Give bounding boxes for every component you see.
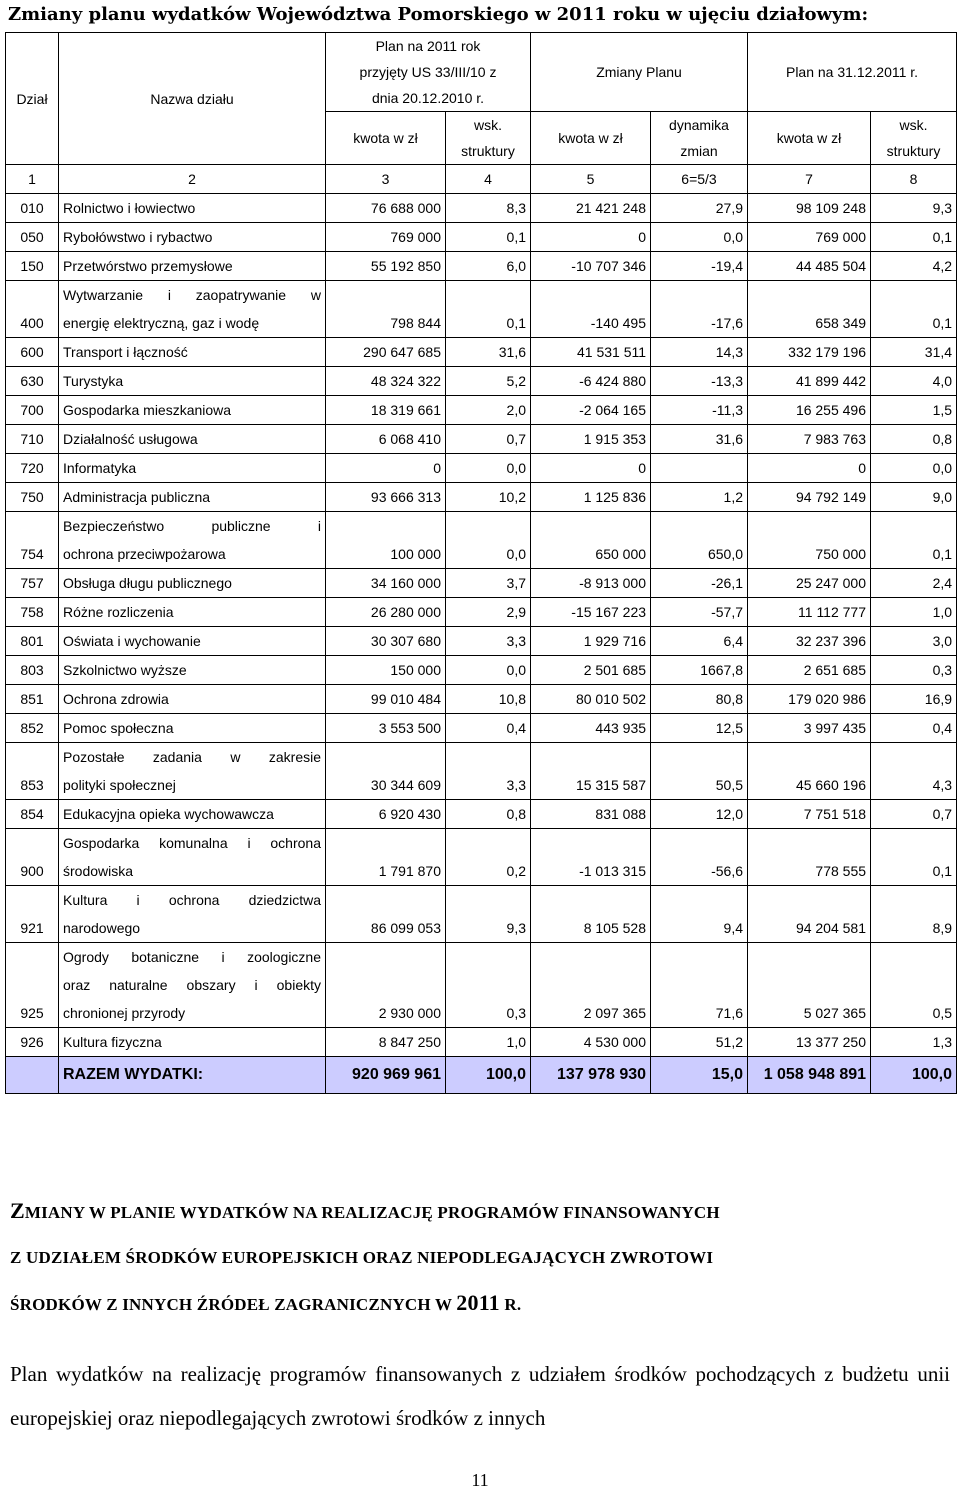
plan-amount: 3 553 500: [326, 714, 446, 743]
header-nazwa: Nazwa działu: [59, 33, 326, 165]
change-amount: -6 424 880: [531, 367, 651, 396]
dzial-name: [59, 714, 326, 743]
total-code-cell: [6, 1057, 59, 1094]
change-amount: 650 000: [531, 512, 651, 569]
column-number: 6=5/3: [651, 165, 748, 194]
dzial-name-line: Ogrody botaniczne i zoologiczne: [63, 949, 321, 965]
final-structure: 0,7: [871, 800, 957, 829]
dzial-name-line: Pozostałe zadania w zakresie: [63, 749, 321, 765]
dzial-name-line: Rolnictwo i łowiectwo: [63, 200, 196, 216]
final-structure: 0,1: [871, 829, 957, 886]
plan-structure: 0,3: [446, 943, 531, 1028]
header-kwota-plan: kwota w zł: [326, 112, 446, 165]
plan-amount: 8 847 250: [326, 1028, 446, 1057]
change-dynamics: -11,3: [651, 396, 748, 425]
final-structure: 2,4: [871, 569, 957, 598]
final-plan-amount: 11 112 777: [748, 598, 871, 627]
final-structure: 0,4: [871, 714, 957, 743]
plan-structure: 8,3: [446, 194, 531, 223]
table-row: [6, 454, 957, 483]
dzial-name: [59, 656, 326, 685]
change-dynamics: -19,4: [651, 252, 748, 281]
change-amount: -1 013 315: [531, 829, 651, 886]
column-number: 3: [326, 165, 446, 194]
dzial-name: [59, 396, 326, 425]
change-dynamics: 27,9: [651, 194, 748, 223]
change-dynamics: 14,3: [651, 338, 748, 367]
change-amount: 8 105 528: [531, 886, 651, 943]
dzial-name-line: Kultura i ochrona dziedzictwa: [63, 892, 321, 908]
page-title: Zmiany planu wydatków Województwa Pomorskiego w 2011 roku w ujęciu działowym:: [8, 4, 869, 25]
table-row: [6, 829, 957, 886]
dzial-name-line: Informatyka: [63, 460, 137, 476]
dzial-name: [59, 829, 326, 886]
header-plan-end: Plan na 31.12.2011 r.: [748, 33, 957, 112]
final-structure: 9,3: [871, 194, 957, 223]
dzial-code: 600: [6, 338, 59, 367]
dzial-code: 400: [6, 281, 59, 338]
final-structure: 1,5: [871, 396, 957, 425]
final-plan-amount: 41 899 442: [748, 367, 871, 396]
dzial-name: [59, 454, 326, 483]
total-dynamika: 15,0: [651, 1057, 748, 1094]
plan-amount: 76 688 000: [326, 194, 446, 223]
table-row: [6, 627, 957, 656]
section-heading-line1: [10, 1188, 950, 1235]
dzial-name-line: Edukacyjna opieka wychowawcza: [63, 806, 274, 822]
page-number: 11: [471, 1470, 489, 1490]
plan-amount: 6 920 430: [326, 800, 446, 829]
final-plan-amount: 45 660 196: [748, 743, 871, 800]
plan-structure: 0,0: [446, 512, 531, 569]
plan-amount: 86 099 053: [326, 886, 446, 943]
change-amount: 21 421 248: [531, 194, 651, 223]
change-amount: -10 707 346: [531, 252, 651, 281]
final-plan-amount: 2 651 685: [748, 656, 871, 685]
dzial-code: 050: [6, 223, 59, 252]
change-dynamics: -13,3: [651, 367, 748, 396]
table-row: [6, 743, 957, 800]
header-plan-line1: Plan na 2011 rok: [375, 38, 481, 54]
plan-amount: 30 307 680: [326, 627, 446, 656]
final-plan-amount: 7 983 763: [748, 425, 871, 454]
plan-amount: 93 666 313: [326, 483, 446, 512]
plan-structure: 9,3: [446, 886, 531, 943]
dzial-code: 801: [6, 627, 59, 656]
change-amount: 1 915 353: [531, 425, 651, 454]
change-amount: 0: [531, 454, 651, 483]
change-dynamics: 1667,8: [651, 656, 748, 685]
dzial-name-line: Przetwórstwo przemysłowe: [63, 258, 233, 274]
plan-structure: 0,0: [446, 656, 531, 685]
final-plan-amount: 13 377 250: [748, 1028, 871, 1057]
plan-amount: 18 319 661: [326, 396, 446, 425]
plan-structure: 6,0: [446, 252, 531, 281]
final-plan-amount: 5 027 365: [748, 943, 871, 1028]
plan-structure: 3,3: [446, 627, 531, 656]
dzial-code: 720: [6, 454, 59, 483]
header-wsk-plan-a: wsk.: [474, 117, 502, 133]
table-row: [6, 598, 957, 627]
change-amount: 80 010 502: [531, 685, 651, 714]
dzial-name-line: Kultura fizyczna: [63, 1034, 162, 1050]
table-row: [6, 281, 957, 338]
table-row: [6, 223, 957, 252]
header-kwota-zmiana: kwota w zł: [531, 112, 651, 165]
header-wsk-plan-b: struktury: [461, 143, 515, 159]
dzial-name: [59, 685, 326, 714]
final-structure: 1,3: [871, 1028, 957, 1057]
final-plan-amount: 32 237 396: [748, 627, 871, 656]
dzial-name: [59, 943, 326, 1028]
dzial-code: 757: [6, 569, 59, 598]
header-wsk-end-b: struktury: [886, 143, 941, 159]
total-plan: 920 969 961: [326, 1057, 446, 1094]
plan-amount: 2 930 000: [326, 943, 446, 1028]
plan-structure: 5,2: [446, 367, 531, 396]
dzial-code: 854: [6, 800, 59, 829]
plan-structure: 0,1: [446, 281, 531, 338]
dzial-name: [59, 281, 326, 338]
change-amount: 1 929 716: [531, 627, 651, 656]
final-plan-amount: 44 485 504: [748, 252, 871, 281]
plan-structure: 2,0: [446, 396, 531, 425]
header-dynamika-a: dynamika: [669, 117, 729, 133]
final-structure: 31,4: [871, 338, 957, 367]
dzial-name-line: chronionej przyrody: [63, 1005, 186, 1021]
plan-amount: 34 160 000: [326, 569, 446, 598]
column-number: 4: [446, 165, 531, 194]
change-dynamics: 12,0: [651, 800, 748, 829]
dzial-name-line: Pomoc społeczna: [63, 720, 174, 736]
plan-amount: 30 344 609: [326, 743, 446, 800]
change-amount: 15 315 587: [531, 743, 651, 800]
final-structure: 4,3: [871, 743, 957, 800]
plan-structure: 3,3: [446, 743, 531, 800]
header-kwota-end: kwota w zł: [748, 112, 871, 165]
table-row: [6, 943, 957, 1028]
change-amount: 2 501 685: [531, 656, 651, 685]
dzial-code: 926: [6, 1028, 59, 1057]
header-wsk-plan: [446, 112, 531, 165]
change-dynamics: -56,6: [651, 829, 748, 886]
plan-amount: 55 192 850: [326, 252, 446, 281]
dzial-code: 852: [6, 714, 59, 743]
dzial-name-line: Administracja publiczna: [63, 489, 211, 505]
section-heading: [10, 1188, 950, 1327]
table-row: [6, 483, 957, 512]
dzial-name-line: Gospodarka mieszkaniowa: [63, 402, 232, 418]
change-dynamics: 6,4: [651, 627, 748, 656]
dzial-name-line: energię elektryczną, gaz i wodę: [63, 315, 260, 331]
change-amount: 1 125 836: [531, 483, 651, 512]
final-plan-amount: 98 109 248: [748, 194, 871, 223]
dzial-code: 853: [6, 743, 59, 800]
dzial-name: [59, 569, 326, 598]
change-dynamics: 50,5: [651, 743, 748, 800]
heading-line1-text: MIANY W PLANIE WYDATKÓW NA REALIZACJĘ PROGRAMÓW FINANSOWANYCH: [24, 1203, 720, 1222]
change-amount: 2 097 365: [531, 943, 651, 1028]
dzial-name-line: Wytwarzanie i zaopatrywanie w: [63, 287, 321, 303]
change-dynamics: 650,0: [651, 512, 748, 569]
final-structure: 9,0: [871, 483, 957, 512]
plan-structure: 0,8: [446, 800, 531, 829]
change-dynamics: [651, 454, 748, 483]
dzial-name-line: Ochrona zdrowia: [63, 691, 169, 707]
plan-structure: 0,0: [446, 454, 531, 483]
final-plan-amount: 25 247 000: [748, 569, 871, 598]
change-dynamics: 51,2: [651, 1028, 748, 1057]
dzial-name-line: Turystyka: [63, 373, 124, 389]
total-zmiana: 137 978 930: [531, 1057, 651, 1094]
final-plan-amount: 94 792 149: [748, 483, 871, 512]
final-structure: 0,1: [871, 512, 957, 569]
table-row: [6, 425, 957, 454]
dzial-code: 851: [6, 685, 59, 714]
total-wsk-plan: 100,0: [446, 1057, 531, 1094]
dzial-name: [59, 252, 326, 281]
dzial-name-line: Różne rozliczenia: [63, 604, 174, 620]
dzial-name-line: Transport i łączność: [63, 344, 188, 360]
plan-amount: 48 324 322: [326, 367, 446, 396]
heading-year: 2011: [456, 1290, 500, 1315]
dzial-name-line: polityki społecznej: [63, 777, 176, 793]
plan-structure: 31,6: [446, 338, 531, 367]
column-number: 5: [531, 165, 651, 194]
dzial-name-line: Rybołówstwo i rybactwo: [63, 229, 213, 245]
dzial-name-line: Szkolnictwo wyższe: [63, 662, 187, 678]
dzial-name: [59, 512, 326, 569]
dzial-name-line: Gospodarka komunalna i ochrona: [63, 835, 321, 851]
plan-amount: 0: [326, 454, 446, 483]
plan-structure: 10,8: [446, 685, 531, 714]
change-amount: 831 088: [531, 800, 651, 829]
table-row: [6, 714, 957, 743]
dzial-name: [59, 425, 326, 454]
final-plan-amount: 0: [748, 454, 871, 483]
table-row: [6, 1028, 957, 1057]
plan-amount: 1 791 870: [326, 829, 446, 886]
change-amount: -140 495: [531, 281, 651, 338]
dzial-code: 710: [6, 425, 59, 454]
plan-amount: 6 068 410: [326, 425, 446, 454]
final-plan-amount: 658 349: [748, 281, 871, 338]
budget-table: [5, 32, 957, 1094]
change-dynamics: 80,8: [651, 685, 748, 714]
table-row: [6, 569, 957, 598]
plan-structure: 0,2: [446, 829, 531, 886]
change-dynamics: 0,0: [651, 223, 748, 252]
plan-structure: 0,7: [446, 425, 531, 454]
change-amount: -15 167 223: [531, 598, 651, 627]
header-dynamika: [651, 112, 748, 165]
dzial-name: [59, 1028, 326, 1057]
column-number: 7: [748, 165, 871, 194]
final-plan-amount: 16 255 496: [748, 396, 871, 425]
table-row: [6, 194, 957, 223]
final-plan-amount: 332 179 196: [748, 338, 871, 367]
header-dzial: Dział: [6, 33, 59, 165]
dzial-name-line: Bezpieczeństwo publiczne i: [63, 518, 321, 534]
plan-amount: 798 844: [326, 281, 446, 338]
final-plan-amount: 3 997 435: [748, 714, 871, 743]
final-structure: 0,0: [871, 454, 957, 483]
final-structure: 8,9: [871, 886, 957, 943]
table-body: [6, 194, 957, 1057]
change-dynamics: 12,5: [651, 714, 748, 743]
section-heading-line2: Z UDZIAŁEM ŚRODKÓW EUROPEJSKICH ORAZ NIEPODLEGAJĄCYCH ZWROTOWI: [10, 1248, 714, 1267]
change-amount: 443 935: [531, 714, 651, 743]
final-structure: 3,0: [871, 627, 957, 656]
final-structure: 4,2: [871, 252, 957, 281]
dzial-name: [59, 194, 326, 223]
column-number: 8: [871, 165, 957, 194]
table-row: [6, 367, 957, 396]
dzial-name-line: Działalność usługowa: [63, 431, 198, 447]
change-dynamics: 31,6: [651, 425, 748, 454]
dzial-name: [59, 223, 326, 252]
dzial-code: 803: [6, 656, 59, 685]
dzial-code: 921: [6, 886, 59, 943]
heading-line3-end: R.: [499, 1295, 522, 1314]
total-plan-end: 1 058 948 891: [748, 1057, 871, 1094]
dzial-name: [59, 743, 326, 800]
final-plan-amount: 179 020 986: [748, 685, 871, 714]
dzial-name: [59, 598, 326, 627]
column-number: 2: [59, 165, 326, 194]
final-structure: 0,3: [871, 656, 957, 685]
table-row: [6, 886, 957, 943]
dzial-name: [59, 338, 326, 367]
change-dynamics: -26,1: [651, 569, 748, 598]
dzial-code: 925: [6, 943, 59, 1028]
plan-amount: 769 000: [326, 223, 446, 252]
dzial-name: [59, 800, 326, 829]
final-structure: 0,1: [871, 281, 957, 338]
table-row: [6, 800, 957, 829]
header-plan-line2: przyjęty US 33/III/10 z: [359, 64, 497, 80]
final-structure: 4,0: [871, 367, 957, 396]
final-structure: 0,5: [871, 943, 957, 1028]
dzial-name-line: Obsługa długu publicznego: [63, 575, 232, 591]
plan-structure: 0,4: [446, 714, 531, 743]
dzial-name-line: oraz naturalne obszary i obiekty: [63, 977, 321, 993]
plan-structure: 1,0: [446, 1028, 531, 1057]
column-number-row: [6, 165, 957, 194]
change-amount: 0: [531, 223, 651, 252]
section-heading-line3: [10, 1280, 950, 1327]
dzial-name-line: Oświata i wychowanie: [63, 633, 201, 649]
plan-amount: 100 000: [326, 512, 446, 569]
table-row: [6, 656, 957, 685]
body-paragraph: Plan wydatków na realizację programów finansowanych z udziałem środków pochodzących z budżetu unii europejskiej oraz niepodlegających zwrotowi środków z innych: [10, 1362, 950, 1430]
dzial-code: 750: [6, 483, 59, 512]
total-row: [6, 1057, 957, 1094]
header-dynamika-b: zmian: [680, 143, 718, 159]
heading-line3-text: ŚRODKÓW Z INNYCH ŹRÓDEŁ ZAGRANICZNYCH W: [10, 1295, 457, 1314]
column-number: 1: [6, 165, 59, 194]
dzial-name: [59, 483, 326, 512]
table-header: [6, 33, 957, 194]
dzial-code: 700: [6, 396, 59, 425]
table-row: [6, 512, 957, 569]
total-label: RAZEM WYDATKI:: [59, 1057, 326, 1094]
final-structure: 0,1: [871, 223, 957, 252]
change-dynamics: 1,2: [651, 483, 748, 512]
header-wsk-end: [871, 112, 957, 165]
heading-initial: Z: [10, 1198, 25, 1223]
plan-amount: 99 010 484: [326, 685, 446, 714]
change-dynamics: -17,6: [651, 281, 748, 338]
plan-structure: 0,1: [446, 223, 531, 252]
dzial-name-line: narodowego: [63, 920, 141, 936]
change-amount: -8 913 000: [531, 569, 651, 598]
table-row: [6, 396, 957, 425]
table-row: [6, 252, 957, 281]
header-plan-line3: dnia 20.12.2010 r.: [371, 90, 485, 106]
change-amount: -2 064 165: [531, 396, 651, 425]
change-amount: 4 530 000: [531, 1028, 651, 1057]
final-plan-amount: 769 000: [748, 223, 871, 252]
dzial-name-line: ochrona przeciwpożarowa: [63, 546, 226, 562]
dzial-name: [59, 627, 326, 656]
change-amount: 41 531 511: [531, 338, 651, 367]
plan-amount: 26 280 000: [326, 598, 446, 627]
final-plan-amount: 750 000: [748, 512, 871, 569]
final-structure: 16,9: [871, 685, 957, 714]
final-structure: 0,8: [871, 425, 957, 454]
dzial-name: [59, 886, 326, 943]
table-row: [6, 685, 957, 714]
plan-amount: 290 647 685: [326, 338, 446, 367]
plan-structure: 3,7: [446, 569, 531, 598]
final-plan-amount: 778 555: [748, 829, 871, 886]
plan-amount: 150 000: [326, 656, 446, 685]
header-plan-2011: [326, 33, 531, 112]
dzial-code: 754: [6, 512, 59, 569]
header-wsk-end-a: wsk.: [899, 117, 928, 133]
final-structure: 1,0: [871, 598, 957, 627]
dzial-name: [59, 367, 326, 396]
dzial-code: 010: [6, 194, 59, 223]
final-plan-amount: 7 751 518: [748, 800, 871, 829]
dzial-code: 630: [6, 367, 59, 396]
total-wsk-end: 100,0: [871, 1057, 957, 1094]
dzial-name-line: środowiska: [63, 863, 134, 879]
plan-structure: 2,9: [446, 598, 531, 627]
change-dynamics: 71,6: [651, 943, 748, 1028]
final-plan-amount: 94 204 581: [748, 886, 871, 943]
change-dynamics: 9,4: [651, 886, 748, 943]
dzial-code: 150: [6, 252, 59, 281]
plan-structure: 10,2: [446, 483, 531, 512]
dzial-code: 758: [6, 598, 59, 627]
table-row: [6, 338, 957, 367]
change-dynamics: -57,7: [651, 598, 748, 627]
header-zmiany: Zmiany Planu: [531, 33, 748, 112]
dzial-code: 900: [6, 829, 59, 886]
